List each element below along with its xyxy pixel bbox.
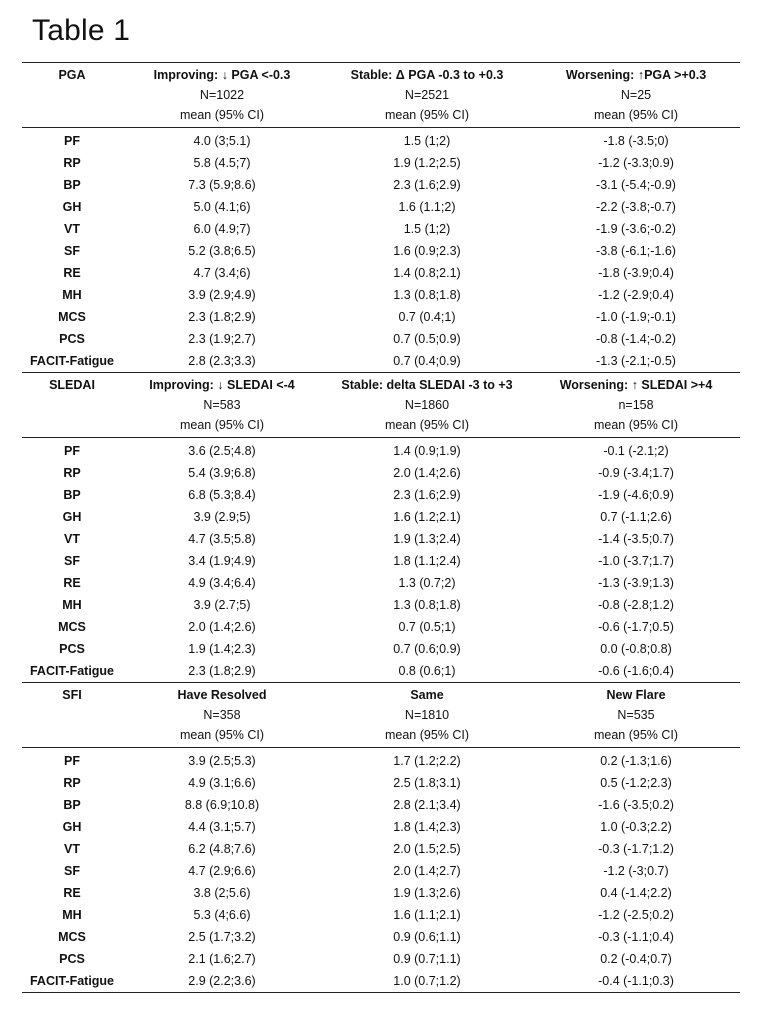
cell: 1.8 (1.4;2.3) [393, 820, 461, 834]
section-header [22, 373, 740, 438]
cell: 2.3 (1.6;2.9) [393, 178, 461, 192]
cell: 1.3 (0.7;2) [398, 576, 456, 590]
stat-label: mean (95% CI) [593, 418, 679, 432]
cell: -0.6 (-1.7;0.5) [598, 620, 674, 634]
row-label: MCS [58, 620, 86, 634]
cell: 3.4 (1.9;4.9) [188, 554, 256, 568]
stat-label: mean (95% CI) [179, 728, 265, 742]
cell: -1.2 (-2.5;0.2) [598, 908, 674, 922]
table-row [22, 616, 740, 638]
cell: 2.0 (1.5;2.5) [393, 842, 461, 856]
table-row [22, 904, 740, 926]
cell: 2.1 (1.6;2.7) [188, 952, 256, 966]
cell: 6.8 (5.3;8.4) [188, 488, 256, 502]
cell: -1.9 (-3.6;-0.2) [596, 222, 676, 236]
cell: 2.0 (1.4;2.6) [188, 620, 256, 634]
section-body [22, 128, 740, 372]
cell: -1.3 (-2.1;-0.5) [596, 354, 676, 368]
cell: -1.2 (-3;0.7) [603, 864, 669, 878]
header-row-groups [22, 375, 740, 395]
group-n: N=1022 [199, 88, 245, 102]
table-row [22, 440, 740, 462]
cell: -0.4 (-1.1;0.3) [598, 974, 674, 988]
cell: -0.3 (-1.7;1.2) [598, 842, 674, 856]
cell: 1.3 (0.8;1.8) [393, 598, 461, 612]
table-row [22, 882, 740, 904]
row-label: VT [64, 842, 80, 856]
row-label: MH [62, 288, 82, 302]
cell: 3.9 (2.9;5) [193, 510, 251, 524]
table-row [22, 838, 740, 860]
cell: -1.4 (-3.5;0.7) [598, 532, 674, 546]
row-label: RE [63, 266, 81, 280]
cell: 2.0 (1.4;2.6) [393, 466, 461, 480]
group-n: N=358 [203, 708, 241, 722]
cell: -3.1 (-5.4;-0.9) [596, 178, 676, 192]
row-label: PCS [59, 642, 85, 656]
table-row [22, 794, 740, 816]
cell: 0.9 (0.7;1.1) [393, 952, 461, 966]
group-n: N=25 [620, 88, 652, 102]
table-row [22, 970, 740, 992]
row-label: PF [64, 754, 80, 768]
cell: -1.9 (-4.6;0.9) [598, 488, 674, 502]
cell: 0.7 (0.5;0.9) [393, 332, 461, 346]
cell: 1.0 (0.7;1.2) [393, 974, 461, 988]
cell: 0.7 (-1.1;2.6) [600, 510, 672, 524]
table-row [22, 262, 740, 284]
cell: 5.3 (4;6.6) [193, 908, 251, 922]
row-label: BP [63, 178, 81, 192]
row-label: MCS [58, 930, 86, 944]
stat-label: mean (95% CI) [179, 418, 265, 432]
row-label: MCS [58, 310, 86, 324]
cell: -2.2 (-3.8;-0.7) [596, 200, 676, 214]
cell: 1.5 (1;2) [403, 222, 451, 236]
section-sledai [22, 372, 740, 682]
cell: 7.3 (5.9;8.6) [188, 178, 256, 192]
cell: 4.4 (3.1;5.7) [188, 820, 256, 834]
row-label: FACIT-Fatigue [29, 664, 115, 678]
cell: 5.2 (3.8;6.5) [188, 244, 256, 258]
cell: 0.5 (-1.2;2.3) [600, 776, 672, 790]
cell: -0.8 (-2.8;1.2) [598, 598, 674, 612]
cell: 4.7 (3.4;6) [193, 266, 251, 280]
stat-label: mean (95% CI) [593, 108, 679, 122]
cell: 4.7 (2.9;6.6) [188, 864, 256, 878]
cell: 2.5 (1.8;3.1) [393, 776, 461, 790]
section-sfi [22, 682, 740, 993]
header-row-n [22, 705, 740, 725]
header-row-groups [22, 65, 740, 85]
row-label: GH [62, 200, 82, 214]
stat-label: mean (95% CI) [384, 108, 470, 122]
row-label: GH [62, 820, 82, 834]
section-label: SFI [62, 688, 82, 702]
group-header: Same [410, 688, 444, 702]
row-label: SF [64, 864, 80, 878]
group-n: N=1810 [404, 708, 450, 722]
cell: 0.2 (-1.3;1.6) [600, 754, 672, 768]
cell: 2.0 (1.4;2.7) [393, 864, 461, 878]
cell: -0.1 (-2.1;2) [603, 444, 669, 458]
row-label: RP [63, 466, 81, 480]
row-label: RE [63, 886, 81, 900]
header-row-n [22, 395, 740, 415]
table-row [22, 926, 740, 948]
section-body [22, 748, 740, 993]
group-header: Improving: ↓ SLEDAI <-4 [149, 378, 295, 392]
group-header: Have Resolved [177, 688, 267, 702]
table-row [22, 594, 740, 616]
table-row [22, 130, 740, 152]
cell: 1.6 (1.1;2.1) [393, 908, 461, 922]
row-label: RE [63, 576, 81, 590]
row-label: RP [63, 156, 81, 170]
cell: 3.8 (2;5.6) [193, 886, 251, 900]
cell: -0.8 (-1.4;-0.2) [596, 332, 676, 346]
table-row [22, 218, 740, 240]
row-label: MH [62, 598, 82, 612]
cell: 4.9 (3.1;6.6) [188, 776, 256, 790]
cell: 3.9 (2.7;5) [193, 598, 251, 612]
cell: 6.2 (4.8;7.6) [188, 842, 256, 856]
header-row-groups [22, 685, 740, 705]
cell: 1.6 (1.2;2.1) [393, 510, 461, 524]
cell: 0.0 (-0.8;0.8) [600, 642, 672, 656]
table-row [22, 284, 740, 306]
results-table [22, 62, 740, 993]
cell: -1.2 (-3.3;0.9) [598, 156, 674, 170]
cell: -0.3 (-1.1;0.4) [598, 930, 674, 944]
cell: -3.8 (-6.1;-1.6) [596, 244, 676, 258]
cell: -1.0 (-1.9;-0.1) [596, 310, 676, 324]
table-row [22, 240, 740, 262]
row-label: PCS [59, 332, 85, 346]
cell: 4.0 (3;5.1) [193, 134, 251, 148]
cell: 1.3 (0.8;1.8) [393, 288, 461, 302]
cell: 1.9 (1.3;2.4) [393, 532, 461, 546]
cell: -1.2 (-2.9;0.4) [598, 288, 674, 302]
group-n: N=583 [203, 398, 241, 412]
table-title: Table 1 [32, 14, 131, 47]
table-row [22, 174, 740, 196]
cell: 3.9 (2.9;4.9) [188, 288, 256, 302]
section-label: PGA [58, 68, 86, 82]
cell: 1.6 (1.1;2) [398, 200, 456, 214]
cell: 1.7 (1.2;2.2) [393, 754, 461, 768]
cell: 0.2 (-0.4;0.7) [600, 952, 672, 966]
table-row [22, 350, 740, 372]
cell: -1.3 (-3.9;1.3) [598, 576, 674, 590]
table-row [22, 484, 740, 506]
cell: 0.4 (-1.4;2.2) [600, 886, 672, 900]
row-label: SF [64, 244, 80, 258]
table-row [22, 196, 740, 218]
header-row-stat [22, 725, 740, 745]
group-header: Stable: delta SLEDAI -3 to +3 [341, 378, 513, 392]
group-n: n=158 [618, 398, 654, 412]
section-body [22, 438, 740, 682]
cell: 1.9 (1.3;2.6) [393, 886, 461, 900]
row-label: FACIT-Fatigue [29, 354, 115, 368]
cell: 4.9 (3.4;6.4) [188, 576, 256, 590]
header-row-stat [22, 415, 740, 435]
cell: 0.9 (0.6;1.1) [393, 930, 461, 944]
cell: 0.7 (0.6;0.9) [393, 642, 461, 656]
section-label: SLEDAI [49, 378, 95, 392]
cell: 2.5 (1.7;3.2) [188, 930, 256, 944]
cell: 2.3 (1.8;2.9) [188, 664, 256, 678]
section-header [22, 683, 740, 748]
row-label: FACIT-Fatigue [29, 974, 115, 988]
group-header: Worsening: ↑ SLEDAI >+4 [559, 378, 713, 392]
cell: 1.9 (1.2;2.5) [393, 156, 461, 170]
group-n: N=2521 [404, 88, 450, 102]
table-row [22, 152, 740, 174]
cell: 1.0 (-0.3;2.2) [600, 820, 672, 834]
header-row-n [22, 85, 740, 105]
cell: 0.7 (0.4;1) [398, 310, 456, 324]
table-row [22, 772, 740, 794]
cell: -1.8 (-3.5;0) [603, 134, 669, 148]
group-n: N=535 [617, 708, 655, 722]
group-header: Worsening: ↑PGA >+0.3 [565, 68, 707, 82]
cell: 2.8 (2.1;3.4) [393, 798, 461, 812]
table-row [22, 816, 740, 838]
table-row [22, 660, 740, 682]
cell: 0.7 (0.4;0.9) [393, 354, 461, 368]
cell: 2.8 (2.3;3.3) [188, 354, 256, 368]
header-row-stat [22, 105, 740, 125]
cell: 1.4 (0.8;2.1) [393, 266, 461, 280]
cell: 2.3 (1.6;2.9) [393, 488, 461, 502]
cell: 2.3 (1.8;2.9) [188, 310, 256, 324]
table-row [22, 750, 740, 772]
cell: 4.7 (3.5;5.8) [188, 532, 256, 546]
row-label: GH [62, 510, 82, 524]
table-row [22, 948, 740, 970]
cell: 6.0 (4.9;7) [193, 222, 251, 236]
table-row [22, 550, 740, 572]
row-label: VT [64, 532, 80, 546]
row-label: BP [63, 488, 81, 502]
stat-label: mean (95% CI) [384, 728, 470, 742]
row-label: VT [64, 222, 80, 236]
row-label: PF [64, 444, 80, 458]
cell: 1.4 (0.9;1.9) [393, 444, 461, 458]
table-row [22, 860, 740, 882]
group-header: Improving: ↓ PGA <-0.3 [153, 68, 291, 82]
cell: 1.8 (1.1;2.4) [393, 554, 461, 568]
cell: 1.6 (0.9;2.3) [393, 244, 461, 258]
stat-label: mean (95% CI) [593, 728, 679, 742]
row-label: MH [62, 908, 82, 922]
cell: 1.9 (1.4;2.3) [188, 642, 256, 656]
stat-label: mean (95% CI) [384, 418, 470, 432]
group-n: N=1860 [404, 398, 450, 412]
cell: -1.0 (-3.7;1.7) [598, 554, 674, 568]
row-label: BP [63, 798, 81, 812]
table-row [22, 528, 740, 550]
table-row [22, 506, 740, 528]
table-row [22, 328, 740, 350]
cell: 5.8 (4.5;7) [193, 156, 251, 170]
row-label: RP [63, 776, 81, 790]
row-label: PF [64, 134, 80, 148]
cell: 1.5 (1;2) [403, 134, 451, 148]
cell: -1.8 (-3.9;0.4) [598, 266, 674, 280]
table-row [22, 638, 740, 660]
section-header [22, 63, 740, 128]
row-label: SF [64, 554, 80, 568]
group-header: Stable: Δ PGA -0.3 to +0.3 [350, 68, 504, 82]
cell: 5.4 (3.9;6.8) [188, 466, 256, 480]
cell: 8.8 (6.9;10.8) [184, 798, 260, 812]
cell: 2.9 (2.2;3.6) [188, 974, 256, 988]
cell: -0.6 (-1.6;0.4) [598, 664, 674, 678]
table-row [22, 462, 740, 484]
cell: -0.9 (-3.4;1.7) [598, 466, 674, 480]
cell: 5.0 (4.1;6) [193, 200, 251, 214]
cell: 3.6 (2.5;4.8) [188, 444, 256, 458]
row-label: PCS [59, 952, 85, 966]
cell: 2.3 (1.9;2.7) [188, 332, 256, 346]
cell: 0.8 (0.6;1) [398, 664, 456, 678]
cell: 0.7 (0.5;1) [398, 620, 456, 634]
group-header: New Flare [606, 688, 666, 702]
cell: -1.6 (-3.5;0.2) [598, 798, 674, 812]
stat-label: mean (95% CI) [179, 108, 265, 122]
section-pga [22, 62, 740, 372]
table-row [22, 572, 740, 594]
cell: 3.9 (2.5;5.3) [188, 754, 256, 768]
table-row [22, 306, 740, 328]
